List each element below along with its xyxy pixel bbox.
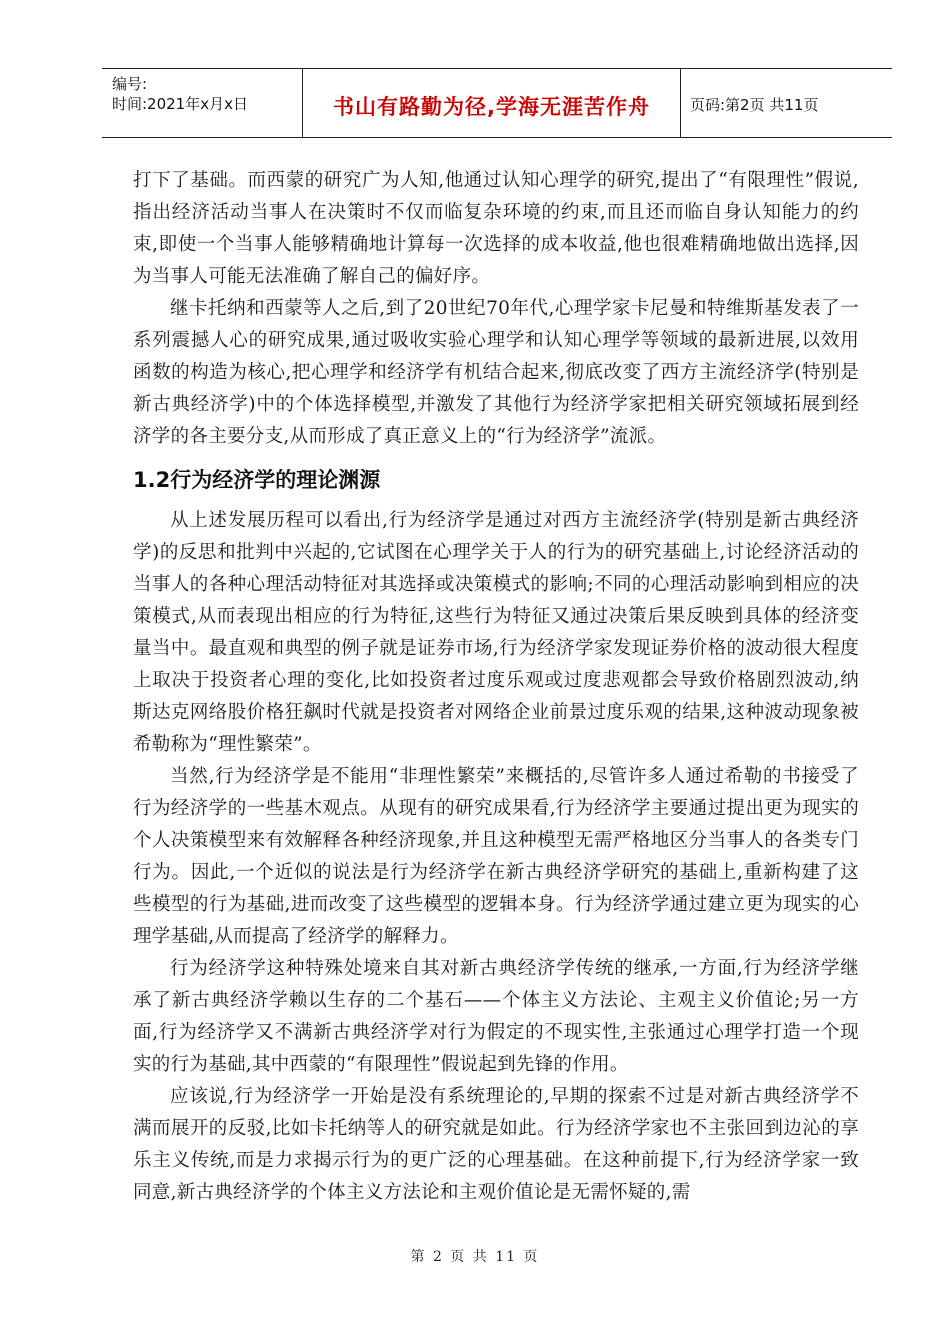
paragraph: 从上述发展历程可以看出,行为经济学是通过对西方主流经济学(特别是新古典经济学)的反思和批判中兴起的,它试图在心理学关于人的行为的研究基础上,讨论经济活动的当事人的各种心理活动特征对其选择或决策模式的影响;不同的心理活动影响到相应的决策模式,从而表现出相应的行为特征,这些行为特征又通过决策后果反映到具体的经济变量当中。最直观和典型的例子就是证券市场,行为经济学家发现证券价格的波动很大程度上取决于投资者心理的变化,比如投资者过度乐观或过度悲观都会导致价格剧烈波动,纳斯达克网络股价格狂飙时代就是投资者对网络企业前景过度乐观的结果,这种波动现象被希勒称为“理性繁荣”。 — [133, 510, 859, 755]
document-header — [102, 68, 892, 138]
header-meta-cell — [102, 69, 302, 137]
paragraph: 继卡托纳和西蒙等人之后,到了20世纪70年代,心理学家卡尼曼和特维斯基发表了一系列震撼人心的研究成果,通过吸收实验心理学和认知心理学等领域的最新进展,以效用函数的构造为核心,把心理学和经济学有机结合起来,彻底改变了西方主流经济学(特别是新古典经济学)中的个体选择模型,并激发了其他行为经济学家把相关研究领域拓展到经济学的各主要分支,从而形成了真正意义上的“行为经济学”流派。 — [133, 298, 859, 447]
header-page-cell — [680, 69, 892, 137]
document-number-label: 编号: — [112, 75, 148, 93]
paragraph: 打下了基础。而西蒙的研究广为人知,他通过认知心理学的研究,提出了“有限理性”假说,指出经济活动当事人在决策时不仅而临复杂环境的约束,而且还而临自身认知能力的约束,即使一个当事人能够精确地计算每一次选择的成本收益,他也很难精确地做出选择,因为当事人可能无法准确了解自己的偏好序。 — [133, 170, 859, 287]
paragraph: 应该说,行为经济学一开始是没有系统理论的,早期的探索不过是对新古典经济学不满而展开的反驳,比如卡托纳等人的研究就是如此。行为经济学家也不主张回到边沁的享乐主义传统,而是力求揭示行为的更广泛的心理基础。在这种前提下,行为经济学家一致同意,新古典经济学的个体主义方法论和主观价值论是无需怀疑的,需 — [133, 1086, 859, 1203]
header-motto-cell — [302, 69, 681, 137]
paragraph: 当然,行为经济学是不能用“非理性繁荣”来概括的,尽管许多人通过希勒的书接受了行为经济学的一些基木观点。从现有的研究成果看,行为经济学主要通过提出更为现实的个人决策模型来有效解释各种经济现象,并且这种模型无需严格地区分当事人的各类专门行为。因此,一个近似的说法是行为经济学在新古典经济学研究的基础上,重新构建了这些模型的行为基础,进而改变了这些模型的逻辑本身。行为经济学通过建立更为现实的心理学基础,从而提高了经济学的解释力。 — [133, 766, 859, 947]
section-heading: 1.2行为经济学的理论渊源 — [133, 468, 381, 492]
page-footer: 第 2 页 共 11 页 — [410, 1249, 540, 1265]
header-motto: 书山有路勤为径,学海无涯苦作舟 — [333, 95, 650, 119]
header-page-info: 页码:第2页 共11页 — [690, 96, 819, 114]
document-date: 时间:2021年x月x日 — [112, 95, 248, 113]
document-body — [133, 165, 859, 1209]
paragraph: 行为经济学这种特殊处境来自其对新古典经济学传统的继承,一方面,行为经济学继承了新古典经济学赖以生存的二个基石——个体主义方法论、主观主义价值论;另一方面,行为经济学又不满新古典经济学对行为假定的不现实性,主张通过心理学打造一个现实的行为基础,其中西蒙的“有限理性”假说起到先锋的作用。 — [133, 958, 859, 1075]
